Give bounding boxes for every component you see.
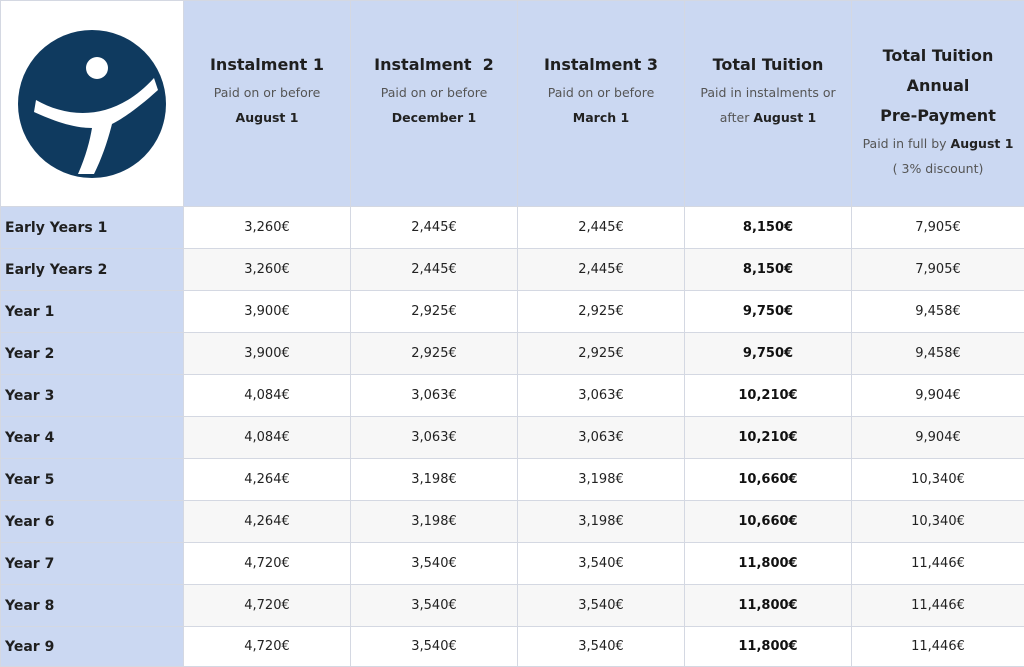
row-label: Year 6	[1, 501, 184, 543]
total-tuition-cell: 10,660€	[685, 459, 852, 501]
row-label: Early Years 1	[1, 207, 184, 249]
header-title: Total Tuition	[712, 55, 824, 74]
row-label: Year 8	[1, 585, 184, 627]
row-label: Year 1	[1, 291, 184, 333]
row-label: Year 9	[1, 627, 184, 667]
instalment-1-cell: 4,720€	[184, 585, 351, 627]
instalment-1-cell: 4,720€	[184, 543, 351, 585]
instalment-1-cell: 3,900€	[184, 291, 351, 333]
total-tuition-cell: 8,150€	[685, 249, 852, 291]
instalment-2-cell: 2,925€	[351, 291, 518, 333]
instalment-2-cell: 2,445€	[351, 249, 518, 291]
header-title-line3: Pre-Payment	[880, 106, 996, 125]
annual-prepayment-cell: 11,446€	[852, 543, 1024, 585]
header-due-date: December 1	[391, 110, 477, 125]
instalment-1-cell: 3,260€	[184, 249, 351, 291]
table-row	[1, 585, 1024, 627]
instalment-3-cell: 2,445€	[518, 249, 685, 291]
annual-prepayment-cell: 11,446€	[852, 627, 1024, 667]
total-tuition-cell: 9,750€	[685, 291, 852, 333]
total-tuition-cell: 10,660€	[685, 501, 852, 543]
header-title-line1: Total Tuition	[882, 46, 994, 65]
total-tuition-cell: 9,750€	[685, 333, 852, 375]
table-row	[1, 207, 1024, 249]
total-tuition-cell: 11,800€	[685, 585, 852, 627]
row-label: Year 4	[1, 417, 184, 459]
header-subtitle: Paid on or before	[213, 85, 321, 100]
annual-prepayment-cell: 9,904€	[852, 417, 1024, 459]
header-subtitle-prefix: Paid in full by	[862, 136, 947, 151]
instalment-2-cell: 3,063€	[351, 375, 518, 417]
table-row	[1, 459, 1024, 501]
instalment-3-cell: 2,445€	[518, 207, 685, 249]
row-label: Year 7	[1, 543, 184, 585]
header-due-date: August 1	[753, 110, 817, 125]
annual-prepayment-cell: 10,340€	[852, 459, 1024, 501]
instalment-3-cell: 3,063€	[518, 417, 685, 459]
annual-prepayment-cell: 9,904€	[852, 375, 1024, 417]
instalment-3-cell: 3,063€	[518, 375, 685, 417]
header-subtitle-prefix: after	[719, 110, 750, 125]
header-instalment-1	[184, 1, 351, 207]
header-title: Instalment 3	[543, 55, 659, 74]
instalment-3-cell: 2,925€	[518, 333, 685, 375]
table-row	[1, 417, 1024, 459]
instalment-2-cell: 3,540€	[351, 627, 518, 667]
table-row	[1, 375, 1024, 417]
header-row	[1, 1, 1024, 207]
annual-prepayment-cell: 9,458€	[852, 333, 1024, 375]
instalment-3-cell: 3,540€	[518, 627, 685, 667]
header-due-date: March 1	[572, 110, 630, 125]
instalment-2-cell: 3,198€	[351, 459, 518, 501]
instalment-3-cell: 3,198€	[518, 459, 685, 501]
row-label: Year 3	[1, 375, 184, 417]
header-instalment-3	[518, 1, 685, 207]
row-label: Year 2	[1, 333, 184, 375]
annual-prepayment-cell: 9,458€	[852, 291, 1024, 333]
instalment-1-cell: 4,720€	[184, 627, 351, 667]
instalment-3-cell: 3,540€	[518, 585, 685, 627]
table-row	[1, 333, 1024, 375]
header-total-tuition	[685, 1, 852, 207]
header-subtitle: Paid on or before	[547, 85, 655, 100]
instalment-1-cell: 3,900€	[184, 333, 351, 375]
school-logo-icon	[16, 28, 168, 180]
instalment-1-cell: 3,260€	[184, 207, 351, 249]
header-due-date: August 1	[235, 110, 299, 125]
header-subtitle: Paid in instalments or	[700, 85, 836, 100]
header-title-line2: Annual	[906, 76, 970, 95]
instalment-3-cell: 3,198€	[518, 501, 685, 543]
header-subtitle: Paid on or before	[380, 85, 488, 100]
instalment-3-cell: 3,540€	[518, 543, 685, 585]
total-tuition-cell: 11,800€	[685, 627, 852, 667]
annual-prepayment-cell: 7,905€	[852, 249, 1024, 291]
table-row	[1, 627, 1024, 667]
annual-prepayment-cell: 10,340€	[852, 501, 1024, 543]
instalment-2-cell: 3,063€	[351, 417, 518, 459]
instalment-1-cell: 4,264€	[184, 501, 351, 543]
fee-table-body	[1, 207, 1024, 667]
annual-prepayment-cell: 7,905€	[852, 207, 1024, 249]
instalment-3-cell: 2,925€	[518, 291, 685, 333]
total-tuition-cell: 10,210€	[685, 375, 852, 417]
header-annual-prepayment	[852, 1, 1024, 207]
instalment-2-cell: 3,198€	[351, 501, 518, 543]
instalment-1-cell: 4,264€	[184, 459, 351, 501]
total-tuition-cell: 11,800€	[685, 543, 852, 585]
logo-cell	[1, 1, 184, 207]
row-label: Year 5	[1, 459, 184, 501]
instalment-2-cell: 3,540€	[351, 543, 518, 585]
instalment-1-cell: 4,084€	[184, 417, 351, 459]
header-title: Instalment 1	[209, 55, 325, 74]
instalment-2-cell: 2,445€	[351, 207, 518, 249]
discount-note: ( 3% discount)	[892, 161, 984, 176]
table-row	[1, 501, 1024, 543]
table-row	[1, 543, 1024, 585]
header-due-date: August 1	[950, 136, 1014, 151]
table-row	[1, 249, 1024, 291]
header-title: Instalment 2	[374, 55, 494, 74]
annual-prepayment-cell: 11,446€	[852, 585, 1024, 627]
header-instalment-2	[351, 1, 518, 207]
instalment-1-cell: 4,084€	[184, 375, 351, 417]
total-tuition-cell: 8,150€	[685, 207, 852, 249]
instalment-2-cell: 3,540€	[351, 585, 518, 627]
row-label: Early Years 2	[1, 249, 184, 291]
total-tuition-cell: 10,210€	[685, 417, 852, 459]
instalment-2-cell: 2,925€	[351, 333, 518, 375]
table-row	[1, 291, 1024, 333]
